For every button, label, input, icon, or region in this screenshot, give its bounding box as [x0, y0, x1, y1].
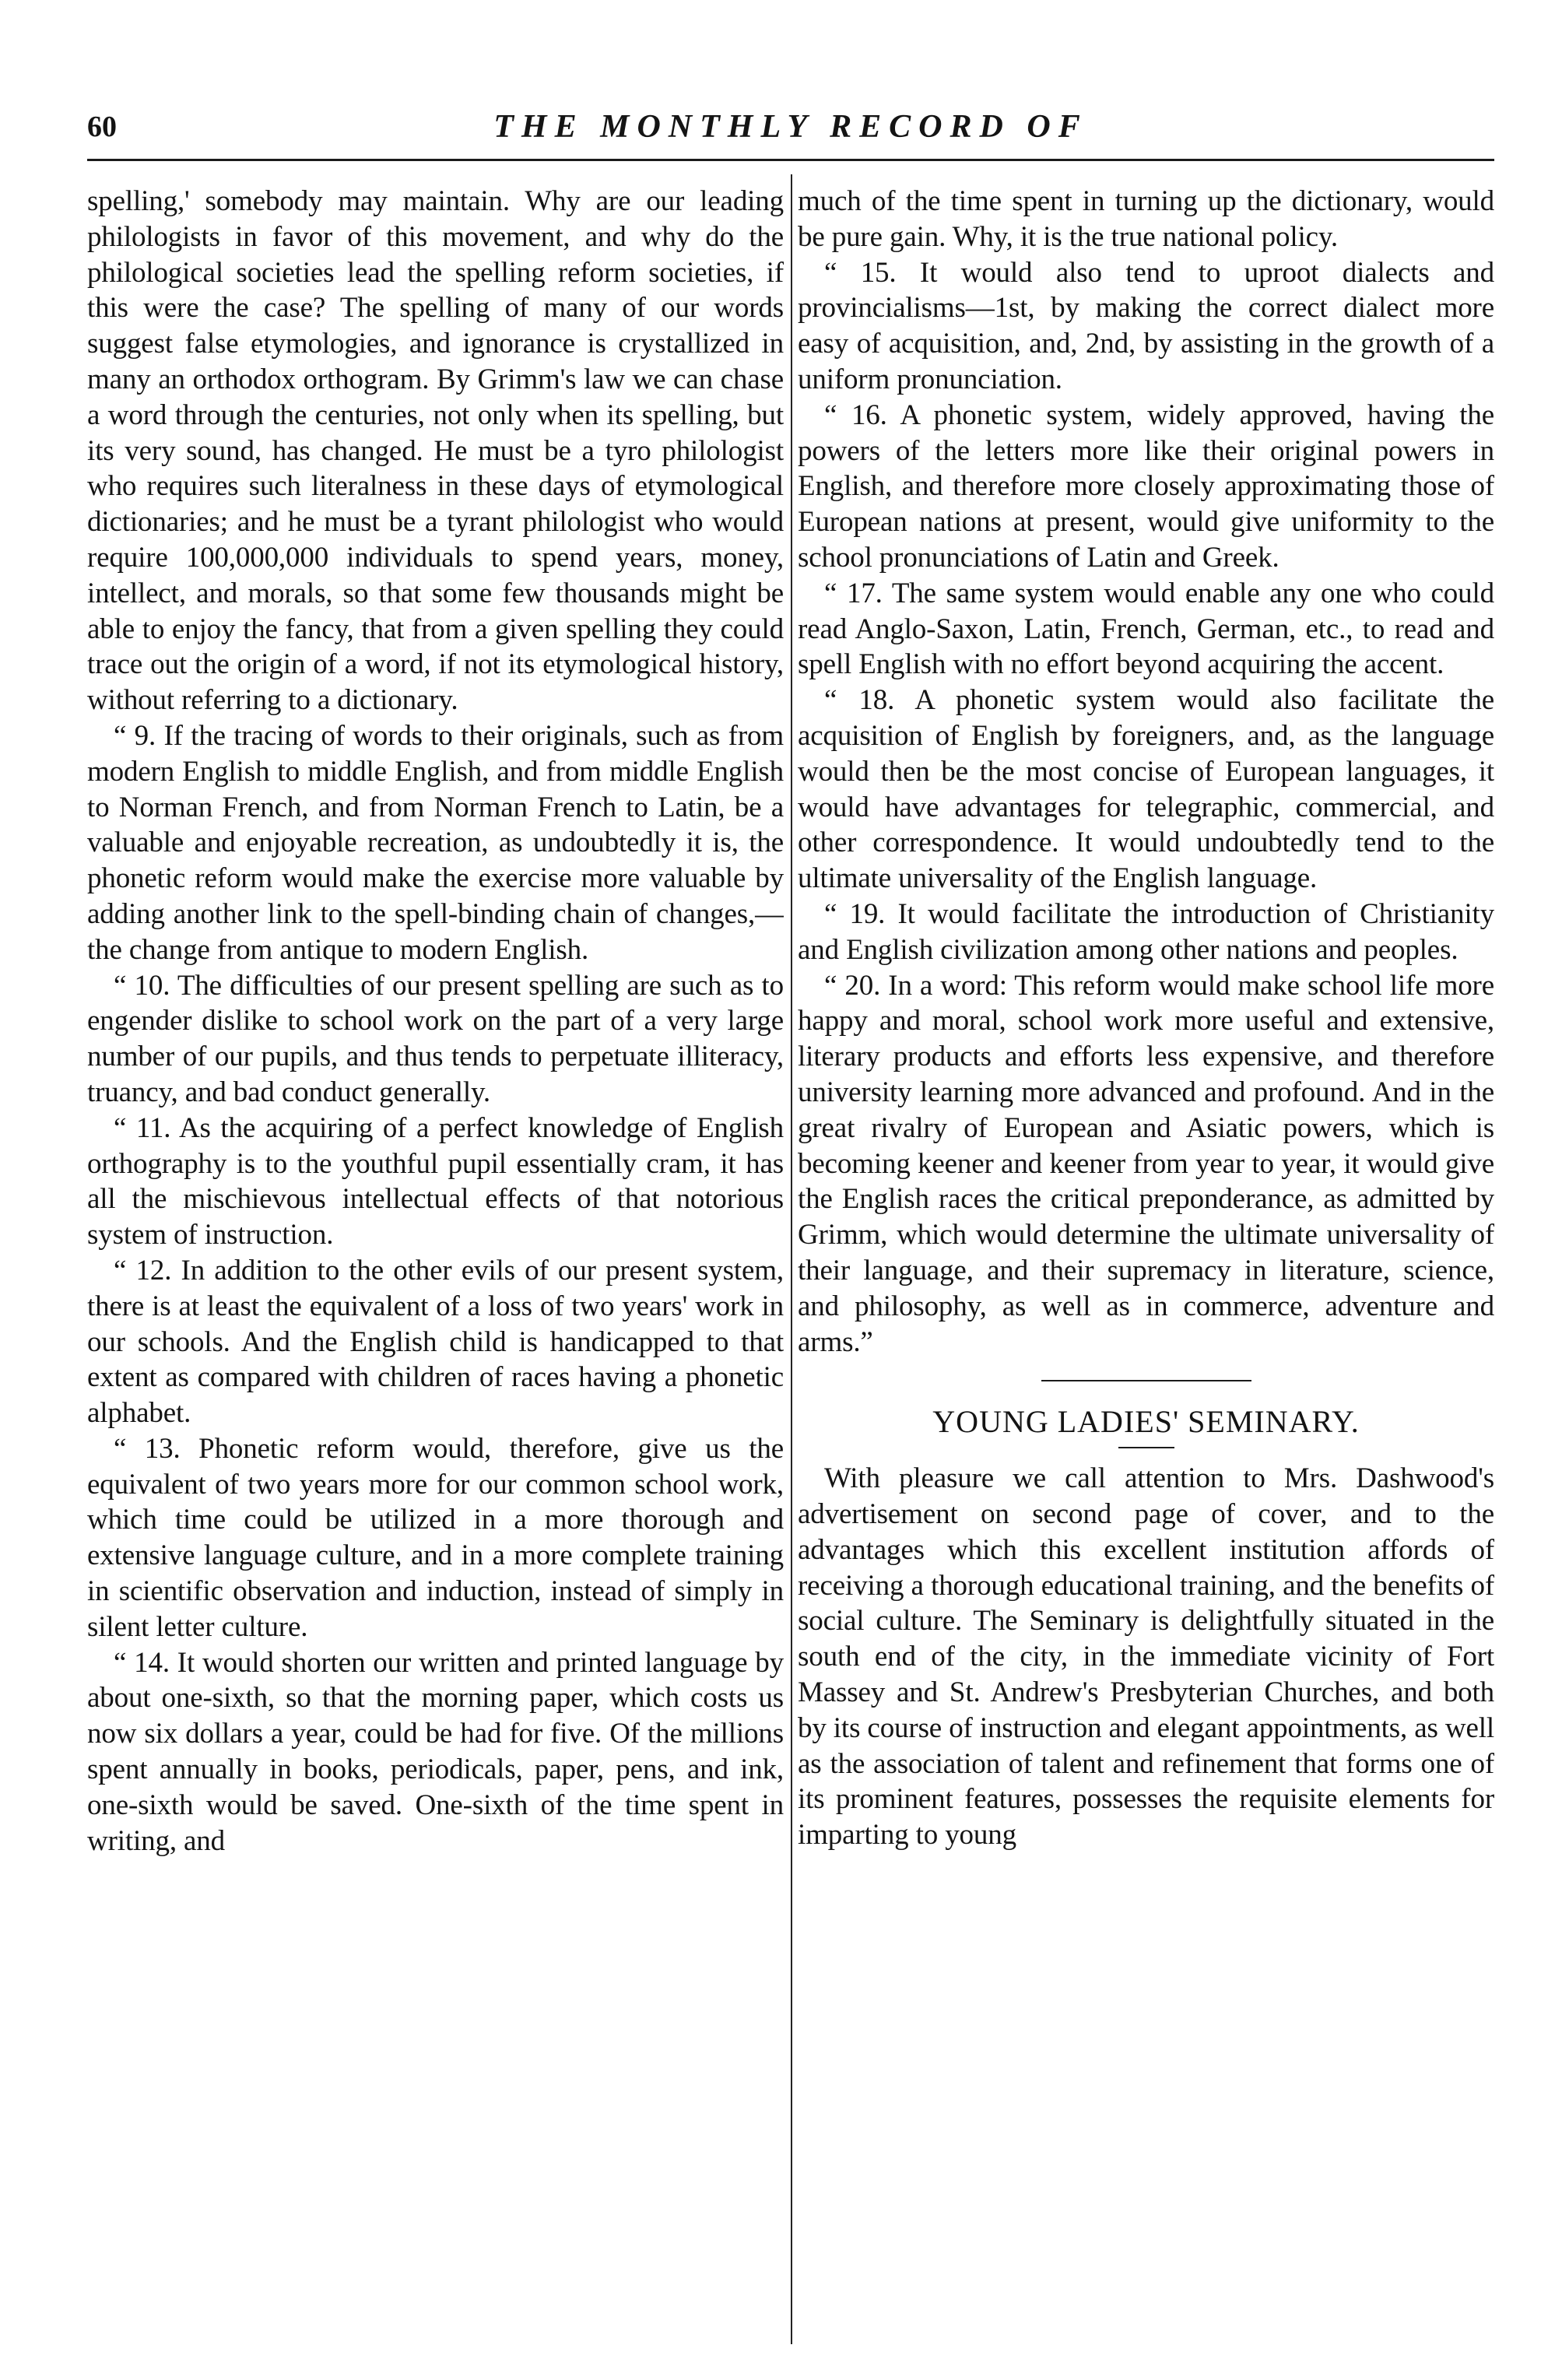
article-paragraph-national-policy: much of the time spent in turning up the dictionary, would be pure gain. Why, it is the true national policy. [798, 185, 1494, 253]
article-paragraph-12: “ 12. In addition to the other evils of our present system, there is at least the equivalent of a loss of two years' work in our schools. And the English child is handicapped to that extent as compared with children of races having a phonetic alphabet. [87, 1254, 784, 1430]
section-divider [1041, 1380, 1251, 1381]
article-paragraph-spelling-etymology: spelling,' somebody may maintain. Why are our leading philologists in favor of this movement, and why do the philological societies lead the spelling reform societies, if this were the case? The spelling of many of our words suggest false etymologies, and ignorance is crystallized in many an orthodox orthogram. By Grimm's law we can chase a word through the centuries, not only when its spelling, but its very sound, has changed. He must be a tyro philologist who requires such literalness in these days of etymological dictionaries; and he must be a tyrant philologist who would require 100,000,000 individuals to spend years, money, intellect, and morals, so that some few thousands might be able to enjoy the fancy, that from a given spelling they could trace out the origin of a word, if not its etymological history, without referring to a dictionary. [87, 185, 784, 717]
running-title: THE MONTHLY RECORD OF [493, 109, 1088, 145]
seminary-paragraph: With pleasure we call attention to Mrs. Dashwood's advertisement on second page of cover, and to the advantages which this excellent institution affords of receiving a thorough educational training, and the benefits of social culture. The Seminary is delightfully situated in the south end of the city, in the immediate vicinity of Fort Massey and St. Andrew's Presbyterian Churches, and both by its course of instruction and elegant appointments, as well as the association of talent and refinement that forms one of its prominent features, possesses the requisite elements for imparting to young [798, 1462, 1494, 1852]
left-column [87, 184, 784, 2350]
page-number: 60 [87, 111, 117, 143]
article-paragraph-16: “ 16. A phonetic system, widely approved, having the powers of the letters more like their original powers in English, and therefore more closely approximating those of European nations at present, would give uniformity to the school pronunciations of Latin and Greek. [798, 398, 1494, 574]
article-paragraph-18: “ 18. A phonetic system would also facilitate the acquisition of English by foreigners, and, as the language would then be the most concise of European languages, it would have advantages for telegraphic, commercial, and other correspondence. It would undoubtedly tend to the ultimate universality of the English language. [798, 684, 1494, 895]
column-divider [791, 174, 792, 2344]
title-underline [1118, 1447, 1174, 1448]
article-paragraph-14: “ 14. It would shorten our written and printed language by about one-sixth, so that the morning paper, which costs us now six dollars a year, could be had for five. Of the millions spent annually in books, periodicals, paper, pens, and ink, one-sixth would be saved. One-sixth of the time spent in writing, and [87, 1646, 784, 1857]
article-paragraph-11: “ 11. As the acquiring of a perfect knowledge of English orthography is to the youthful pupil essentially cram, it has all the mischievous intellectual effects of that notorious system of instruction. [87, 1111, 784, 1251]
section-title: YOUNG LADIES' SEMINARY. [932, 1404, 1360, 1440]
article-paragraph-20: “ 20. In a word: This reform would make school life more happy and moral, school work more useful and extensive, literary products and efforts less expensive, and therefore university learning more advanced and profound. And in the great rivalry of European and Asiatic powers, which is becoming keener and keener from year to year, it would give the English races the critical preponderance, as admitted by Grimm, which would determine the ultimate universality of their language, and their supremacy in literature, science, and philosophy, as well as in commerce, adventure and arms.” [798, 969, 1494, 1358]
article-paragraph-19: “ 19. It would facilitate the introduction of Christianity and English civilization among other nations and peoples. [798, 897, 1494, 966]
article-paragraph-15: “ 15. It would also tend to uproot dialects and provincialisms—1st, by making the correct dialect more easy of acquisition, and, 2nd, by assisting in the growth of a uniform pronunciation. [798, 256, 1494, 395]
article-paragraph-9: “ 9. If the tracing of words to their originals, such as from modern English to middle English, and from middle English to Norman French, and from Norman French to Latin, be a valuable and enjoyable recreation, as undoubtedly it is, the phonetic reform would make the exercise more valuable by adding another link to the spell-binding chain of changes,—the change from antique to modern English. [87, 719, 784, 966]
article-paragraph-17: “ 17. The same system would enable any one who could read Anglo-Saxon, Latin, French, German, etc., to read and spell English with no effort beyond acquiring the accent. [798, 577, 1494, 681]
article-paragraph-13: “ 13. Phonetic reform would, therefore, give us the equivalent of two years more for our common school work, which time could be utilized in a more thorough and extensive language culture, and in a more complete training in scientific observation and induction, instead of simply in silent letter culture. [87, 1432, 784, 1643]
article-paragraph-10: “ 10. The difficulties of our present spelling are such as to engender dislike to school work on the part of a very large number of our pupils, and thus tends to perpetuate illiteracy, truancy, and bad conduct generally. [87, 969, 784, 1108]
right-column [798, 184, 1494, 2350]
page-header [87, 107, 1494, 154]
header-rule [87, 159, 1494, 161]
